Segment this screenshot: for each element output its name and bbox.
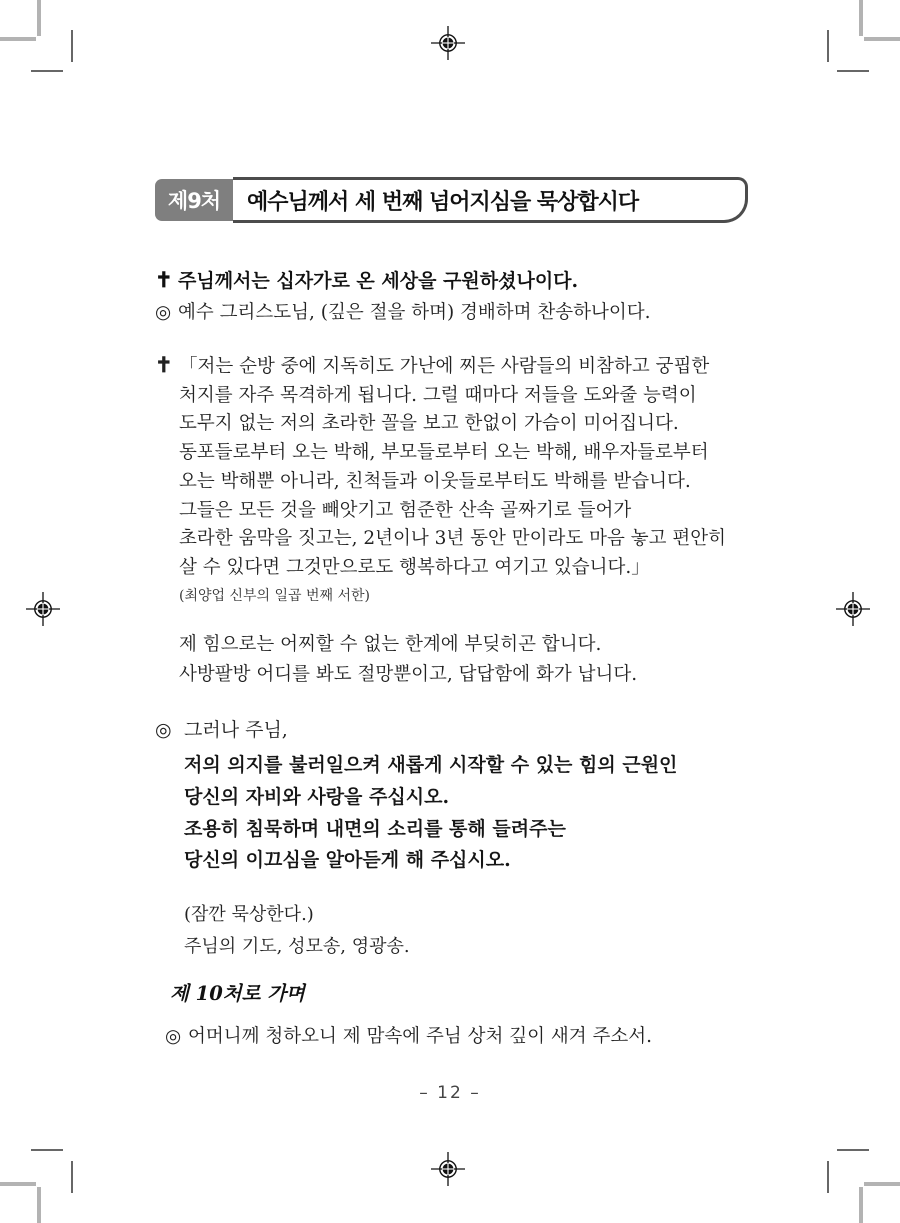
registration-mark-icon [836,592,870,626]
station-title: 예수님께서 세 번째 넘어지심을 묵상합시다 [233,177,748,223]
response-line [155,298,651,324]
quote-source: (최양업 신부의 일곱 번째 서한) [179,588,371,604]
quote-line: 동포들로부터 오는 박해, 부모들로부터 오는 박해, 배우자들로부터 [179,442,709,464]
versicle-text: 주님께서는 십자가로 온 세상을 구원하셨나이다. [178,270,579,292]
crop-mark [31,1149,63,1151]
response-icon: ◎ [155,302,172,323]
crop-mark [827,1161,829,1193]
crop-mark [827,30,829,62]
prayer-line: 조용히 침묵하며 내면의 소리를 통해 들려주는 [184,817,566,840]
final-response-text: 어머니께 청하오니 제 맘속에 주님 상처 깊이 새겨 주소서. [188,1026,652,1047]
final-response-line [165,1022,652,1048]
quote-line: 도무지 없는 저의 초라한 꼴을 보고 한없이 가슴이 미어집니다. [179,413,679,435]
prayer-block [184,750,677,877]
crop-mark [71,1161,73,1193]
crop-mark [864,37,900,41]
quote-line: 오는 박해뿐 아니라, 친척들과 이웃들로부터도 박해를 받습니다. [179,470,691,492]
crop-mark [859,0,863,36]
crop-mark [71,30,73,62]
quote-line: 그들은 모든 것을 빼앗기고 험준한 산속 골짜기로 들어가 [179,499,632,521]
prayer-line: 저의 의지를 불러일으켜 새롭게 시작할 수 있는 힘의 근원인 [184,754,678,776]
crop-mark [0,37,36,41]
page-number: – 12 – [419,1083,481,1103]
station-header [155,177,748,223]
crop-mark [859,1187,863,1223]
quotation-block [179,353,726,583]
crop-mark [37,1187,41,1223]
crop-mark [837,70,869,72]
response-text: 예수 그리스도님, (깊은 절을 하며) 경배하며 찬송하나이다. [178,302,651,323]
registration-mark-icon [431,1152,465,1186]
crop-mark [31,70,63,72]
prayer-line: 당신의 자비와 사랑을 주십시오. [184,785,450,808]
crop-mark [864,1182,900,1186]
response-icon: ◎ [155,719,172,741]
prayer-line: 당신의 이끄심을 알아듣게 해 주십시오. [184,849,511,872]
reflection-line: 사방팔방 어디를 봐도 절망뿐이고, 답답함에 화가 납니다. [179,664,638,685]
response-icon: ◎ [165,1026,182,1047]
next-station-heading: 제 10처로 가며 [170,982,305,1005]
reflection-block [179,630,637,690]
quote-line: 초라한 움막을 짓고는, 2년이나 3년 동안 만이라도 마음 놓고 편안히 [179,528,726,550]
quote-line: 「저는 순방 중에 지독히도 가난에 찌든 사람들의 비참하고 궁핍한 [179,356,710,377]
versicle-line [155,266,578,293]
quote-line: 처지를 자주 목격하게 됩니다. 그럴 때마다 저들을 도와줄 능력이 [179,384,697,406]
prayer-intro-text: 그러나 주님, [184,719,288,741]
crop-mark [837,1149,869,1151]
registration-mark-icon [26,592,60,626]
quote-line: 살 수 있다면 그것만으로도 행복하다고 여기고 있습니다.」 [179,556,650,578]
crop-mark [0,1182,36,1186]
prayer-intro-line [155,715,288,742]
crop-mark [37,0,41,36]
station-number-badge: 제9처 [155,179,233,221]
cross-icon: ✝ [155,267,173,292]
prayers-rubric: 주님의 기도, 성모송, 영광송. [184,936,410,957]
registration-mark-icon [431,26,465,60]
meditation-rubric: (잠깐 묵상한다.) [184,904,314,925]
reflection-line: 제 힘으로는 어찌할 수 없는 한계에 부딪히곤 합니다. [179,634,602,655]
cross-icon: ✝ [155,352,173,377]
